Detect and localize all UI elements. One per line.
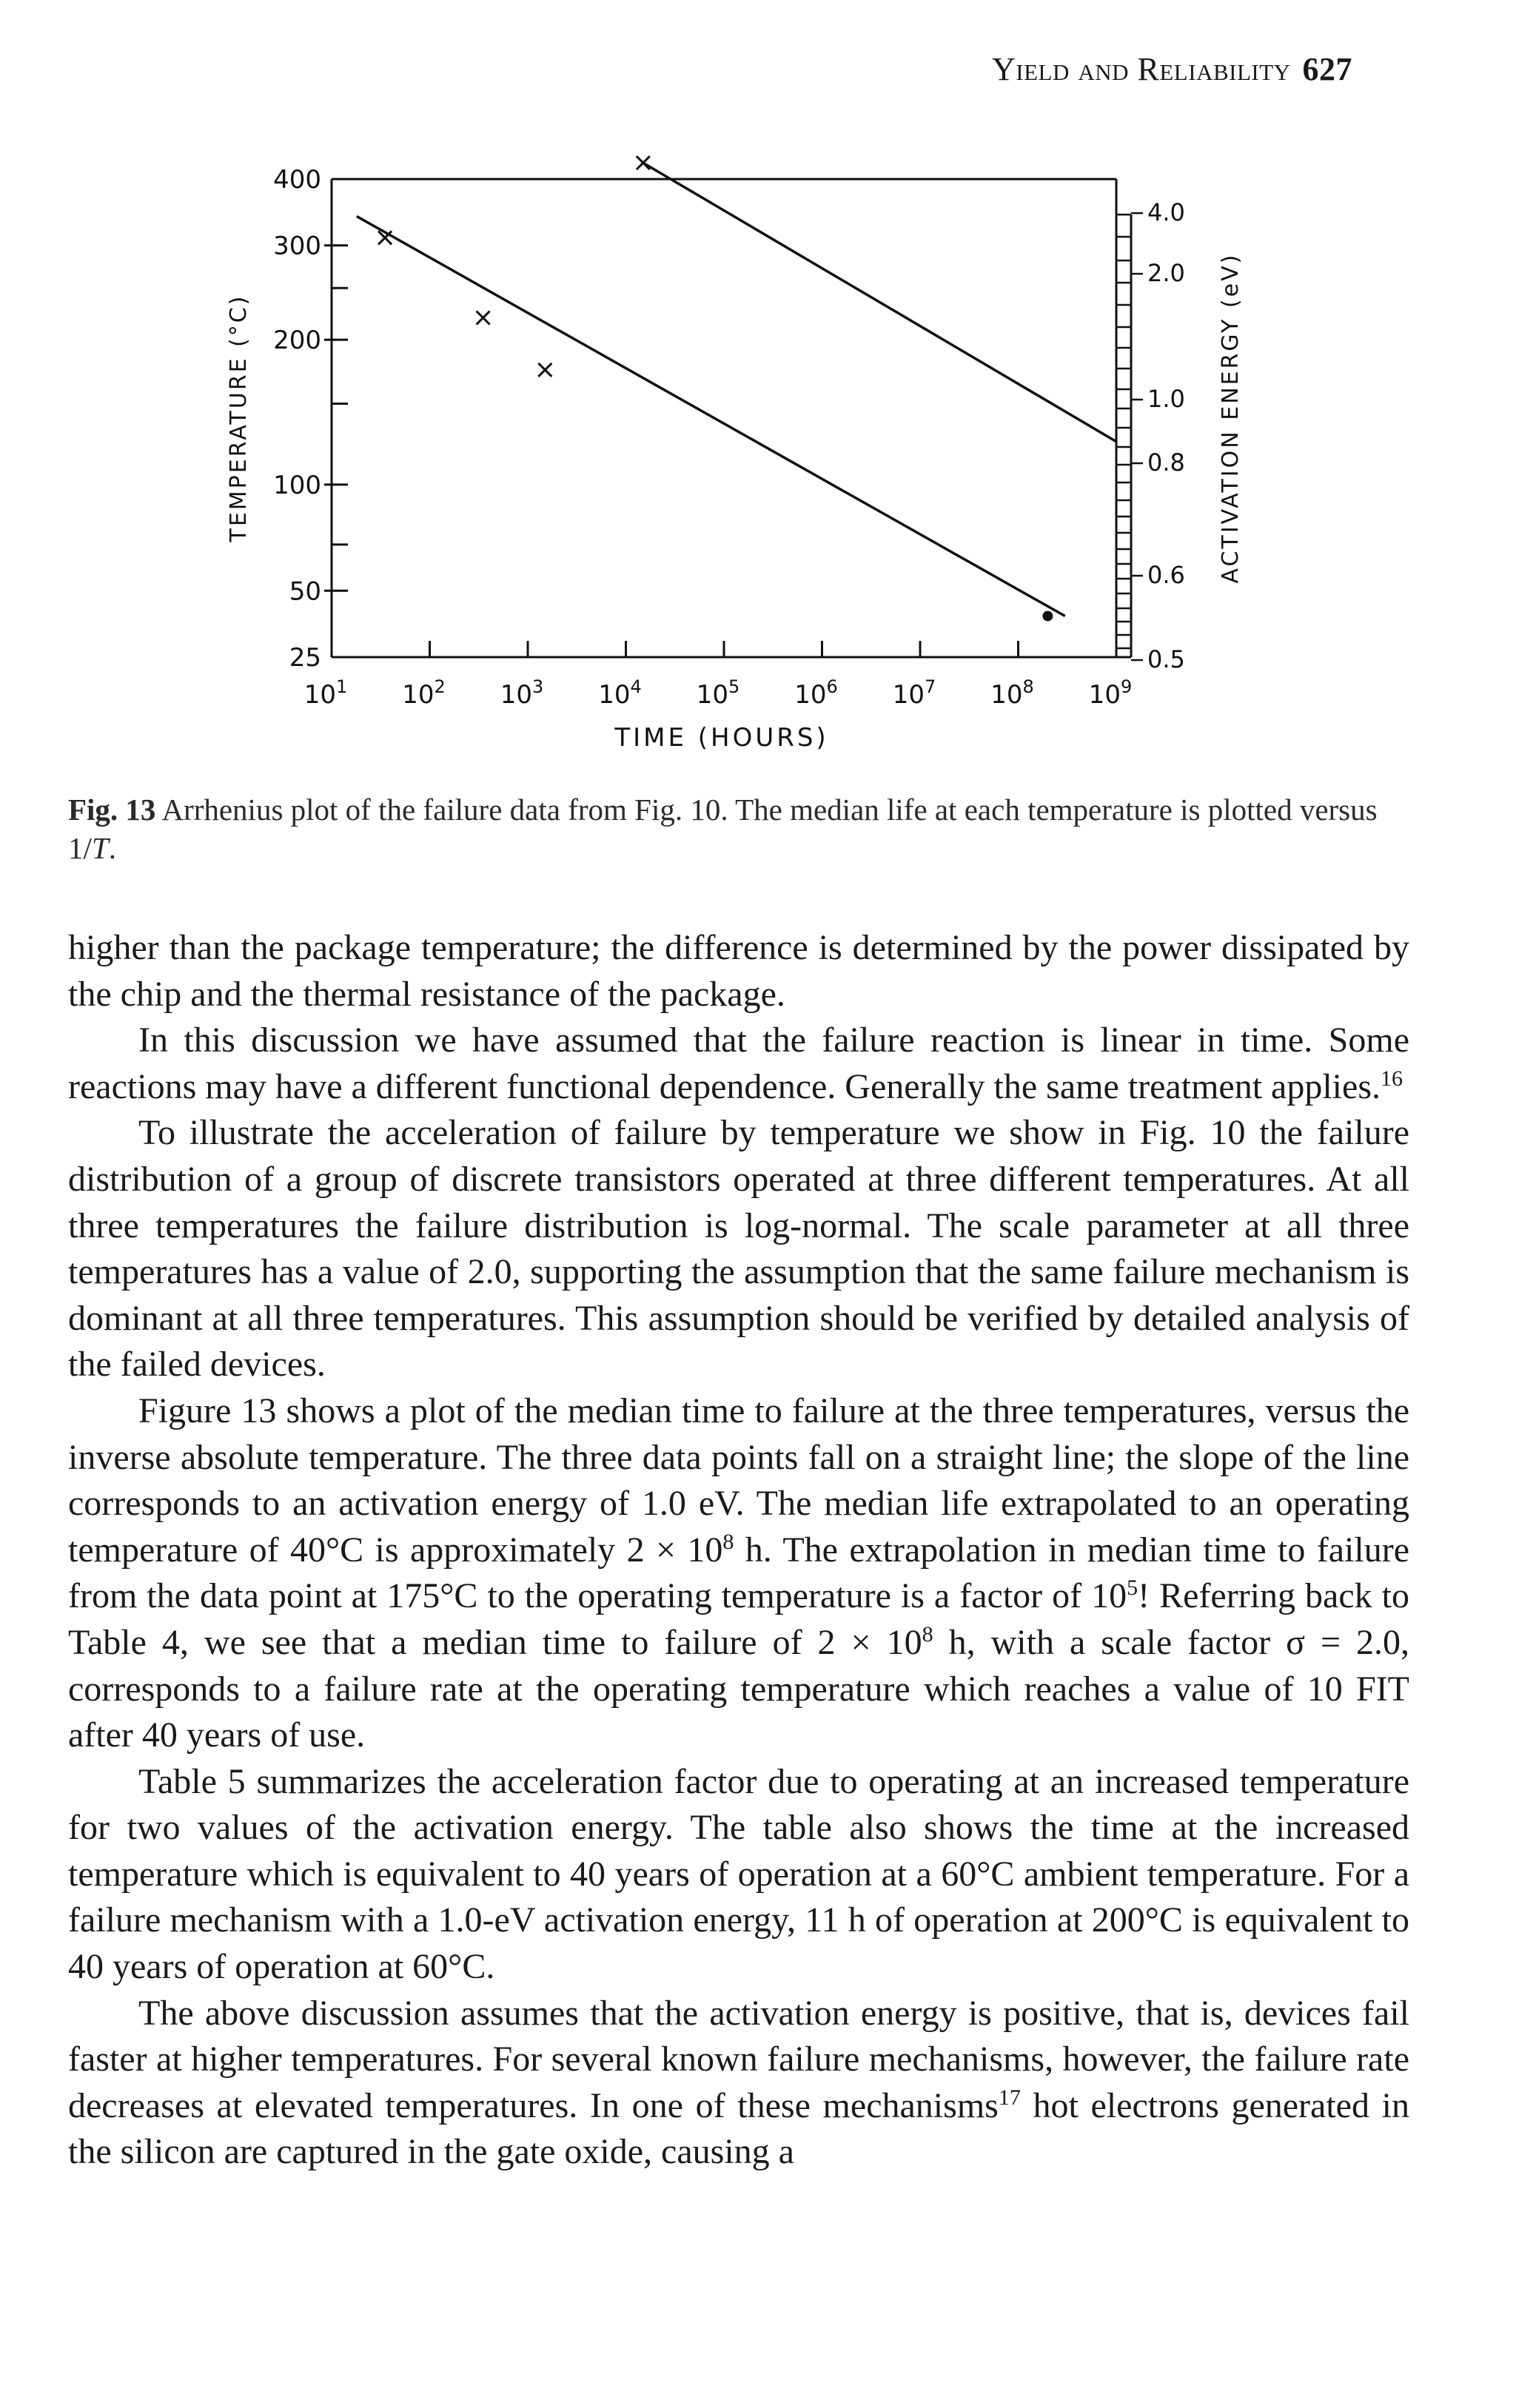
x-axis-ticks bbox=[430, 641, 1019, 657]
x-axis-tick-labels bbox=[304, 676, 1133, 710]
energy-label-4.0: 4.0 bbox=[1147, 198, 1185, 226]
series-2-point-1 bbox=[637, 156, 650, 169]
energy-label-0.5: 0.5 bbox=[1147, 645, 1185, 673]
series-2-line bbox=[643, 163, 1116, 442]
caption-tail-a: 1/ bbox=[68, 831, 92, 865]
series-layer bbox=[357, 156, 1116, 621]
y-tick-label-300: 300 bbox=[273, 231, 321, 261]
y-tick-label-200: 200 bbox=[273, 326, 321, 356]
series-1-point-2 bbox=[477, 311, 490, 324]
right-axis-label: ACTIVATION ENERGY (eV) bbox=[1218, 252, 1244, 584]
energy-label-2.0: 2.0 bbox=[1147, 259, 1185, 287]
x-tick-label-4: $10^4$ bbox=[598, 676, 642, 710]
paragraph-4 bbox=[68, 1388, 1409, 1759]
y-axis-label: TEMPERATURE (°C) bbox=[226, 294, 252, 542]
paragraph-4-text-b: h. The extrapolation in median time to failure from the data point at 175°C to the operating temperature is a factor of 10 bbox=[68, 1530, 1410, 1616]
series-1-point-4 bbox=[1042, 611, 1053, 621]
exponent-8a: 8 bbox=[722, 1529, 734, 1554]
paragraph-6-text-b: hot electrons generated in the silicon are captured in the gate oxide, causing a bbox=[68, 2085, 1409, 2172]
y-tick-label-25: 25 bbox=[289, 643, 321, 673]
x-tick-label-3: $10^3$ bbox=[500, 676, 544, 710]
paragraph-2-text: In this discussion we have assumed that the failure reaction is linear in time. Some reactions may have a different functional dependence. Generally the same treatment applies. bbox=[68, 1020, 1409, 1106]
reference-17: 17 bbox=[998, 2085, 1021, 2110]
running-head-title: Yield and Reliability bbox=[992, 51, 1291, 87]
paragraph-6-text-a: The above discussion assumes that the activation energy is positive, that is, devices fail faster at higher temperatures. For several known failure mechanisms, however, the failure rate decreases at elevated temperatures. In one of these mechanisms bbox=[68, 1993, 1409, 2125]
x-tick-label-2: $10^2$ bbox=[402, 676, 446, 710]
x-tick-label-8: $10^8$ bbox=[990, 676, 1034, 710]
paragraph-4-text-a: Figure 13 shows a plot of the median time to failure at the three temperatures, versus the inverse absolute temperature. The three data points fall on a straight line; the slope of the line corresponds to an activation energy of 1.0 eV. The median life extrapolated to an operating temperature of 40°C is approximately 2 × 10 bbox=[68, 1390, 1409, 1570]
caption-label: Fig. 13 bbox=[68, 793, 156, 827]
exponent-8b: 8 bbox=[922, 1621, 933, 1647]
paragraph-5: Table 5 summarizes the acceleration factor due to operating at an increased temperature for two values of the activation energy. The table also shows the time at the increased temperature which is equivalent to 40 years of operation at a 60°C ambient temperature. For a failure mechanism with a 1.0-eV activation energy, 11 h of operation at 200°C is equivalent to 40 years of operation at 60°C. bbox=[68, 1761, 1409, 1987]
arrhenius-chart bbox=[0, 0, 1516, 784]
x-tick-label-1: $10^1$ bbox=[303, 676, 348, 710]
series-1-line bbox=[357, 216, 1065, 616]
y-axis-ticks bbox=[324, 246, 348, 591]
energy-label-0.6: 0.6 bbox=[1147, 561, 1185, 589]
caption-tail-b: . bbox=[108, 831, 116, 865]
y-tick-label-50: 50 bbox=[289, 576, 321, 607]
page-number: 627 bbox=[1302, 51, 1353, 87]
caption-tail-italic: T bbox=[91, 831, 109, 865]
paragraph-4-text-c: ! Referring back to Table 4, we see that a median time to failure of 2 × 10 bbox=[68, 1576, 1409, 1662]
energy-label-1.0: 1.0 bbox=[1147, 385, 1185, 413]
figure-caption bbox=[68, 790, 1408, 867]
body-text bbox=[68, 925, 1409, 2176]
energy-label-0.8: 0.8 bbox=[1147, 448, 1185, 477]
x-tick-label-9: $10^9$ bbox=[1088, 676, 1133, 710]
activation-energy-scale bbox=[1116, 215, 1131, 648]
exponent-5: 5 bbox=[1127, 1575, 1138, 1601]
x-tick-label-7: $10^7$ bbox=[892, 676, 936, 710]
caption-text: Arrhenius plot of the failure data from Fig. 10. The median life at each temperature is plotted versus bbox=[161, 793, 1378, 827]
paragraph-1: higher than the package temperature; the difference is determined by the power dissipated by the chip and the thermal resistance of the package. bbox=[68, 928, 1409, 1014]
y-axis-tick-labels bbox=[273, 165, 321, 673]
series-1-point-3 bbox=[538, 363, 551, 377]
x-axis-label: TIME (HOURS) bbox=[614, 723, 829, 753]
paragraph-4-text-d: h, with a scale factor σ = 2.0, corresponds to a failure rate at the operating temperature which reaches a value of 10 FIT after 40 years of use. bbox=[68, 1622, 1410, 1755]
x-tick-label-5: $10^5$ bbox=[696, 676, 740, 710]
x-tick-label-6: $10^6$ bbox=[794, 676, 838, 710]
activation-energy-labels bbox=[1131, 198, 1185, 673]
y-tick-label-100: 100 bbox=[273, 470, 321, 500]
paragraph-6 bbox=[68, 1991, 1409, 2176]
y-tick-label-400: 400 bbox=[273, 165, 321, 195]
reference-16: 16 bbox=[1381, 1066, 1403, 1091]
paragraph-3: To illustrate the acceleration of failure by temperature we show in Fig. 10 the failure distribution of a group of discrete transistors operated at three different temperatures. At all three temperatures the failure distribution is log-normal. The scale parameter at all three temperatures has a value of 2.0, supporting the assumption that the same failure mechanism is dominant at all three temperatures. This assumption should be verified by detailed analysis of the failed devices. bbox=[68, 1113, 1409, 1385]
paragraph-2 bbox=[68, 1018, 1409, 1110]
